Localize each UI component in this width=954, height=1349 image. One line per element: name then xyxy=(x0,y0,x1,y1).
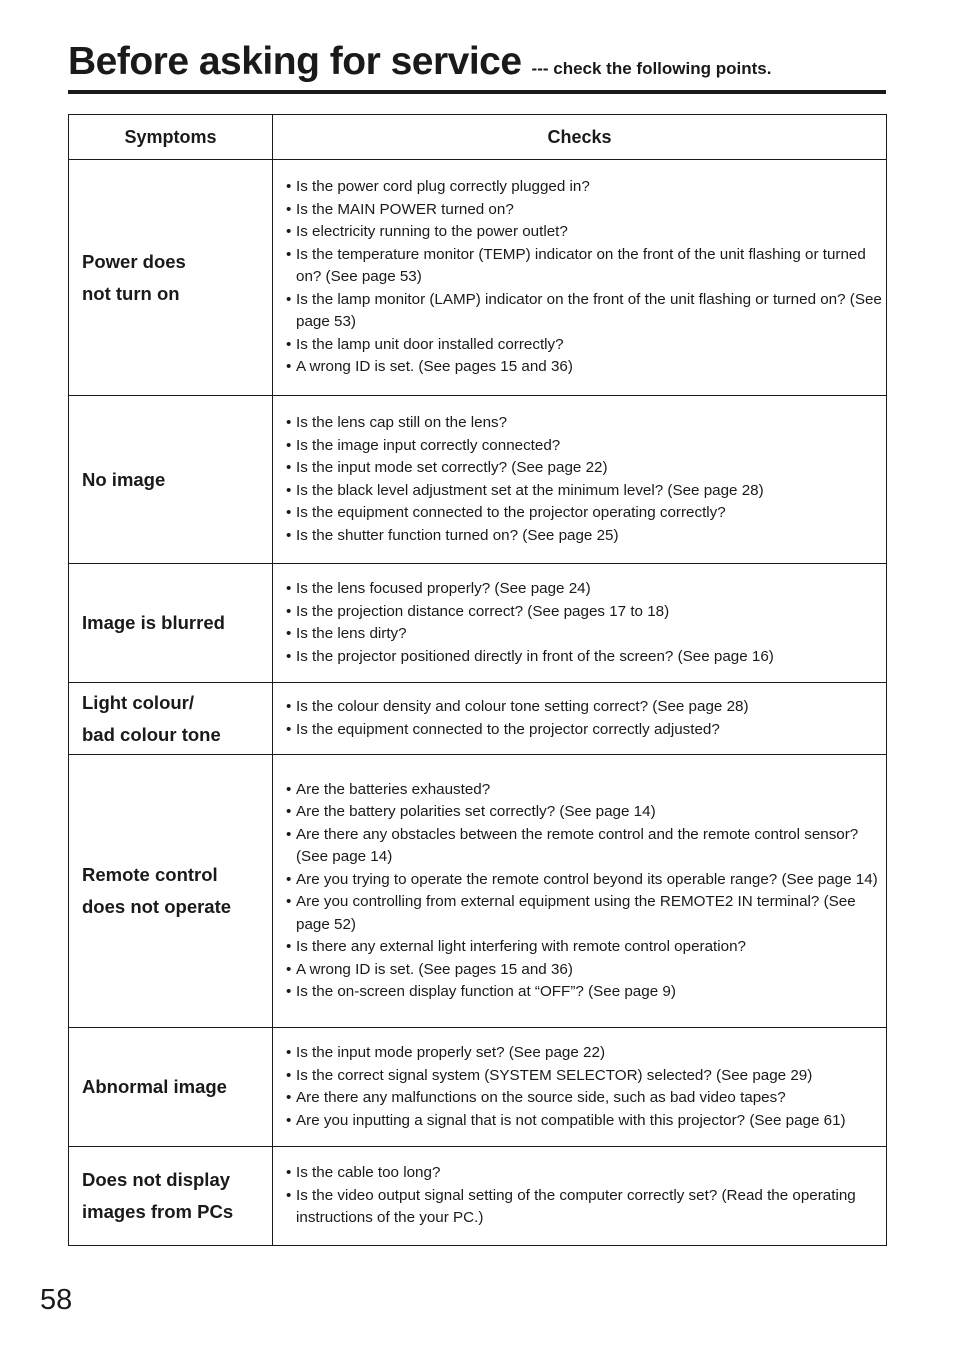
page-subtitle: --- check the following points. xyxy=(531,59,772,78)
check-item: • Is the equipment connected to the projector operating correctly? xyxy=(286,502,882,525)
table-header-row xyxy=(69,115,887,160)
check-item: • Is the correct signal system (SYSTEM SELECTOR) selected? (See page 29) xyxy=(286,1065,882,1088)
table-row xyxy=(69,1028,887,1147)
check-item: • Is the lens dirty? xyxy=(286,623,882,646)
check-item: • Is the lamp unit door installed correctly? xyxy=(286,334,882,357)
check-list xyxy=(286,578,882,668)
check-item: • Are there any obstacles between the remote control and the remote control sensor? (See page 14) xyxy=(286,824,882,869)
symptom-cell xyxy=(69,1147,273,1246)
checks-cell xyxy=(273,755,887,1028)
symptom-line: Image is blurred xyxy=(82,612,225,633)
check-item: • Is the black level adjustment set at the minimum level? (See page 28) xyxy=(286,480,882,503)
check-item: • Is the cable too long? xyxy=(286,1162,882,1185)
table-row xyxy=(69,683,887,755)
symptom-line: does not operate xyxy=(82,896,232,917)
checks-cell xyxy=(273,564,887,683)
check-list xyxy=(286,779,882,1004)
checks-cell xyxy=(273,160,887,396)
check-item: • Is the image input correctly connected? xyxy=(286,435,882,458)
check-item: • Is the temperature monitor (TEMP) indicator on the front of the unit flashing or turned on? (See page 53) xyxy=(286,244,882,289)
check-item: • A wrong ID is set. (See pages 15 and 36) xyxy=(286,356,882,379)
symptom-line: bad colour tone xyxy=(82,723,221,745)
table-row xyxy=(69,564,887,683)
symptom-line: Power does xyxy=(82,250,186,272)
check-list xyxy=(286,696,882,741)
symptom-line: Abnormal image xyxy=(82,1076,227,1097)
check-item: • Are you controlling from external equipment using the REMOTE2 IN terminal? (See page 52) xyxy=(286,891,882,936)
table-row xyxy=(69,160,887,396)
symptom-line: No image xyxy=(82,468,166,490)
symptom-cell xyxy=(69,1028,273,1147)
symptom-cell xyxy=(69,564,273,683)
check-item: • Is electricity running to the power outlet? xyxy=(286,221,882,244)
page-number: 58 xyxy=(40,1284,73,1316)
symptom-cell xyxy=(69,396,273,564)
check-item: • Are the battery polarities set correctly? (See page 14) xyxy=(286,801,882,824)
symptom-cell xyxy=(69,160,273,396)
check-item: • Is the colour density and colour tone setting correct? (See page 28) xyxy=(286,696,882,719)
symptom-cell xyxy=(69,755,273,1028)
table-row xyxy=(69,1147,887,1246)
check-item: • Is the projection distance correct? (See pages 17 to 18) xyxy=(286,601,882,624)
page-header xyxy=(68,40,886,94)
check-item: • Is the MAIN POWER turned on? xyxy=(286,199,882,222)
check-item: • Is the on-screen display function at “OFF”? (See page 9) xyxy=(286,981,882,1004)
check-item: • Is the video output signal setting of the computer correctly set? (Read the operating instructions of the your PC.) xyxy=(286,1185,882,1230)
check-item: • Is the lamp monitor (LAMP) indicator on the front of the unit flashing or turned on? (See page 53) xyxy=(286,289,882,334)
checks-column-header: Checks xyxy=(273,115,887,160)
check-list xyxy=(286,412,882,547)
checks-cell xyxy=(273,396,887,564)
symptom-line: Remote control xyxy=(82,864,218,885)
check-item: • A wrong ID is set. (See pages 15 and 36) xyxy=(286,959,882,982)
troubleshooting-table xyxy=(68,114,887,1246)
check-item: • Is the projector positioned directly in front of the screen? (See page 16) xyxy=(286,646,882,669)
symptom-line: not turn on xyxy=(82,282,180,304)
check-item: • Is the power cord plug correctly plugged in? xyxy=(286,176,882,199)
checks-cell xyxy=(273,1147,887,1246)
check-item: • Is the input mode properly set? (See page 22) xyxy=(286,1042,882,1065)
check-item: • Is the lens cap still on the lens? xyxy=(286,412,882,435)
check-item: • Are the batteries exhausted? xyxy=(286,779,882,802)
check-item: • Are you trying to operate the remote control beyond its operable range? (See page 14) xyxy=(286,869,882,892)
symptom-cell xyxy=(69,683,273,755)
check-item: • Is the shutter function turned on? (See page 25) xyxy=(286,525,882,548)
check-list xyxy=(286,1162,882,1230)
check-item: • Are you inputting a signal that is not compatible with this projector? (See page 61) xyxy=(286,1110,882,1133)
checks-cell xyxy=(273,683,887,755)
check-item: • Is the input mode set correctly? (See page 22) xyxy=(286,457,882,480)
symptom-line: images from PCs xyxy=(82,1201,234,1222)
symptom-line: Light colour/ xyxy=(82,691,195,713)
symptom-line: Does not display xyxy=(82,1169,231,1190)
check-list xyxy=(286,176,882,379)
checks-cell xyxy=(273,1028,887,1147)
check-item: • Is the equipment connected to the projector correctly adjusted? xyxy=(286,719,882,742)
page-title: Before asking for service xyxy=(68,40,522,83)
check-item: • Is there any external light interfering with remote control operation? xyxy=(286,936,882,959)
check-list xyxy=(286,1042,882,1132)
table-row xyxy=(69,755,887,1028)
table-row xyxy=(69,396,887,564)
check-item: • Are there any malfunctions on the source side, such as bad video tapes? xyxy=(286,1087,882,1110)
check-item: • Is the lens focused properly? (See page 24) xyxy=(286,578,882,601)
symptoms-column-header: Symptoms xyxy=(69,115,273,160)
